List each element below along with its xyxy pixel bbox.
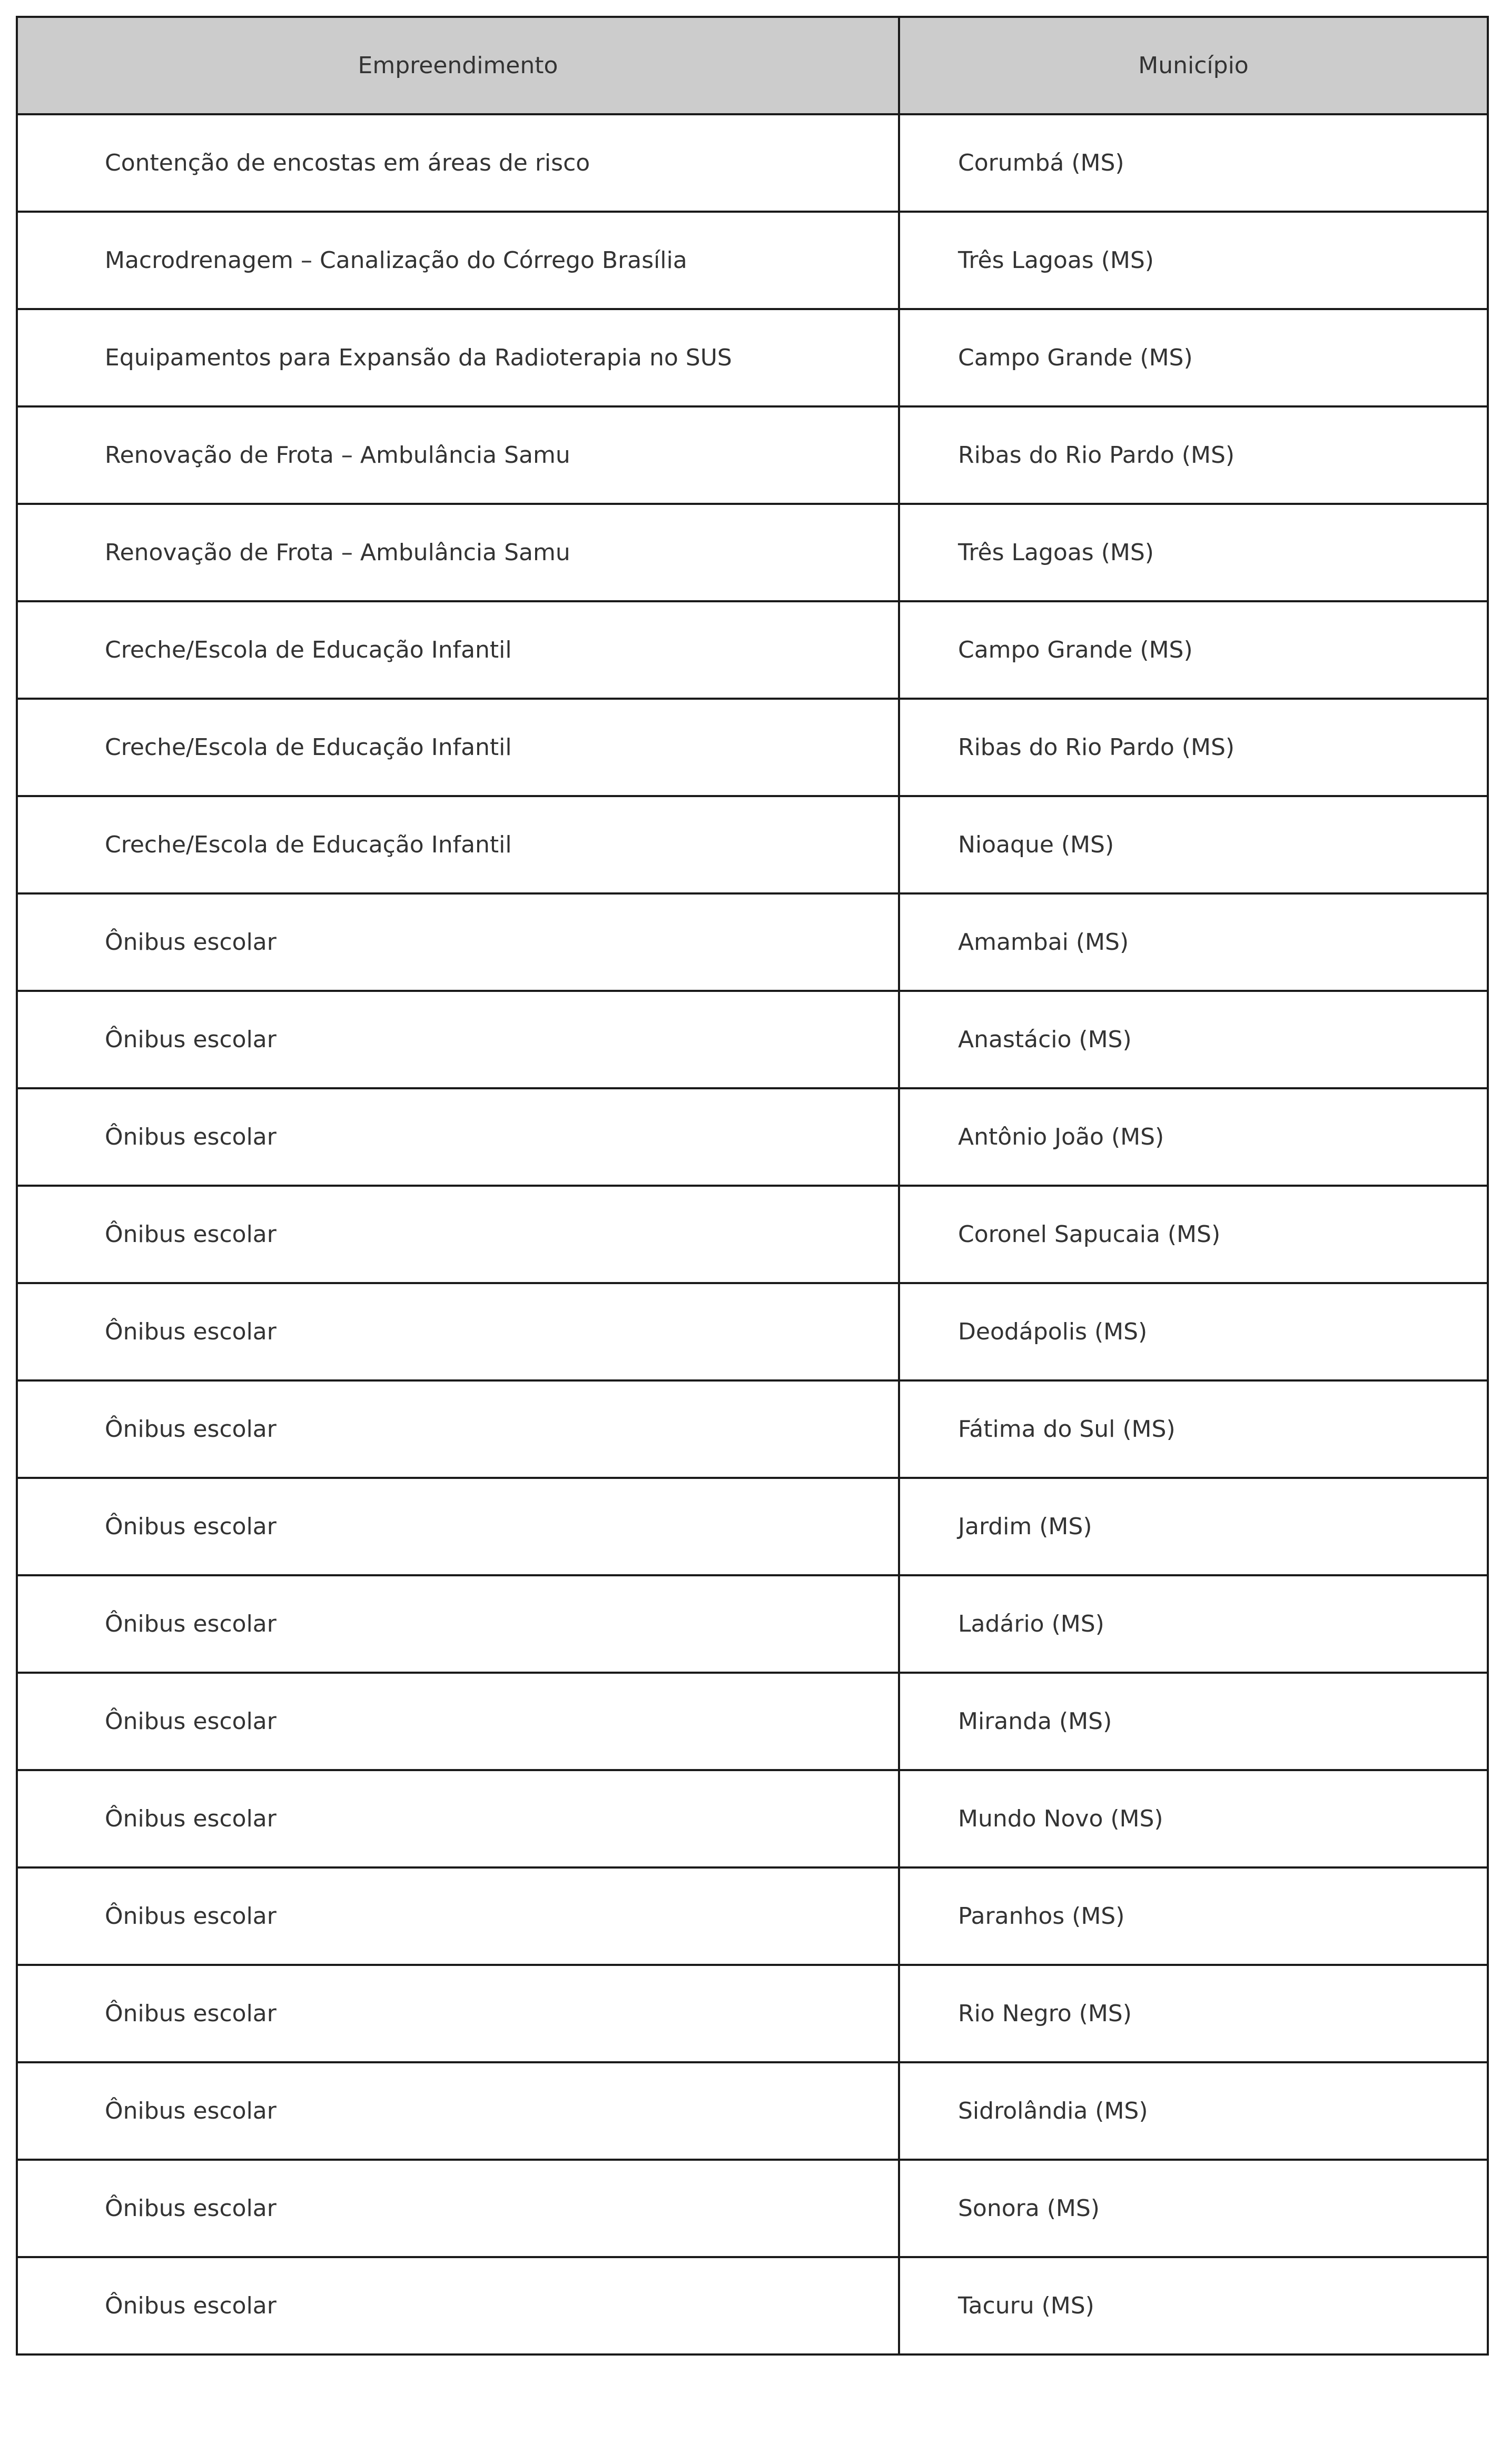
cell-empreendimento: Macrodrenagem – Canalização do Córrego Brasília (17, 212, 899, 309)
cell-empreendimento: Ônibus escolar (17, 1478, 899, 1575)
cell-municipio: Amambai (MS) (899, 893, 1488, 991)
cell-empreendimento: Ônibus escolar (17, 1283, 899, 1380)
cell-empreendimento: Ônibus escolar (17, 1380, 899, 1478)
table-row (17, 1478, 1488, 1575)
header-municipio: Município (899, 17, 1488, 114)
cell-municipio: Jardim (MS) (899, 1478, 1488, 1575)
cell-empreendimento: Ônibus escolar (17, 1770, 899, 1867)
table-row (17, 406, 1488, 504)
header-empreendimento: Empreendimento (17, 17, 899, 114)
table-row (17, 796, 1488, 893)
table-row (17, 1867, 1488, 1965)
cell-municipio: Sonora (MS) (899, 2160, 1488, 2257)
cell-empreendimento: Ônibus escolar (17, 2062, 899, 2160)
table-body (17, 114, 1488, 2354)
cell-municipio: Nioaque (MS) (899, 796, 1488, 893)
table-row (17, 1283, 1488, 1380)
cell-empreendimento: Renovação de Frota – Ambulância Samu (17, 406, 899, 504)
cell-empreendimento: Contenção de encostas em áreas de risco (17, 114, 899, 212)
table-row (17, 212, 1488, 309)
cell-municipio: Miranda (MS) (899, 1673, 1488, 1770)
header-row (17, 17, 1488, 114)
cell-empreendimento: Ônibus escolar (17, 991, 899, 1088)
table-row (17, 1186, 1488, 1283)
cell-municipio: Coronel Sapucaia (MS) (899, 1186, 1488, 1283)
cell-empreendimento: Ônibus escolar (17, 1965, 899, 2062)
table-row (17, 2160, 1488, 2257)
table-row (17, 1965, 1488, 2062)
table-row (17, 991, 1488, 1088)
table-header (17, 17, 1488, 114)
projects-table-container (16, 16, 1487, 2356)
cell-municipio: Paranhos (MS) (899, 1867, 1488, 1965)
cell-empreendimento: Creche/Escola de Educação Infantil (17, 699, 899, 796)
table-row (17, 2257, 1488, 2354)
cell-empreendimento: Ônibus escolar (17, 893, 899, 991)
cell-municipio: Três Lagoas (MS) (899, 504, 1488, 601)
table-row (17, 114, 1488, 212)
table-row (17, 309, 1488, 406)
table-row (17, 1673, 1488, 1770)
table-row (17, 601, 1488, 699)
cell-municipio: Campo Grande (MS) (899, 601, 1488, 699)
cell-empreendimento: Creche/Escola de Educação Infantil (17, 601, 899, 699)
cell-empreendimento: Creche/Escola de Educação Infantil (17, 796, 899, 893)
cell-municipio: Três Lagoas (MS) (899, 212, 1488, 309)
cell-empreendimento: Ônibus escolar (17, 1867, 899, 1965)
cell-empreendimento: Ônibus escolar (17, 2160, 899, 2257)
cell-empreendimento: Ônibus escolar (17, 1575, 899, 1673)
cell-municipio: Fátima do Sul (MS) (899, 1380, 1488, 1478)
table-row (17, 1088, 1488, 1186)
table-row (17, 1380, 1488, 1478)
cell-empreendimento: Ônibus escolar (17, 1673, 899, 1770)
cell-empreendimento: Ônibus escolar (17, 1088, 899, 1186)
cell-municipio: Rio Negro (MS) (899, 1965, 1488, 2062)
cell-municipio: Ribas do Rio Pardo (MS) (899, 699, 1488, 796)
table-row (17, 1575, 1488, 1673)
cell-municipio: Corumbá (MS) (899, 114, 1488, 212)
cell-municipio: Ribas do Rio Pardo (MS) (899, 406, 1488, 504)
cell-municipio: Sidrolândia (MS) (899, 2062, 1488, 2160)
cell-municipio: Anastácio (MS) (899, 991, 1488, 1088)
cell-municipio: Antônio João (MS) (899, 1088, 1488, 1186)
table-row (17, 699, 1488, 796)
cell-empreendimento: Renovação de Frota – Ambulância Samu (17, 504, 899, 601)
cell-municipio: Deodápolis (MS) (899, 1283, 1488, 1380)
projects-table (16, 16, 1489, 2356)
table-row (17, 893, 1488, 991)
cell-municipio: Tacuru (MS) (899, 2257, 1488, 2354)
cell-municipio: Ladário (MS) (899, 1575, 1488, 1673)
table-row (17, 504, 1488, 601)
cell-empreendimento: Equipamentos para Expansão da Radioterapia no SUS (17, 309, 899, 406)
cell-municipio: Campo Grande (MS) (899, 309, 1488, 406)
cell-empreendimento: Ônibus escolar (17, 1186, 899, 1283)
table-row (17, 2062, 1488, 2160)
cell-empreendimento: Ônibus escolar (17, 2257, 899, 2354)
cell-municipio: Mundo Novo (MS) (899, 1770, 1488, 1867)
table-row (17, 1770, 1488, 1867)
